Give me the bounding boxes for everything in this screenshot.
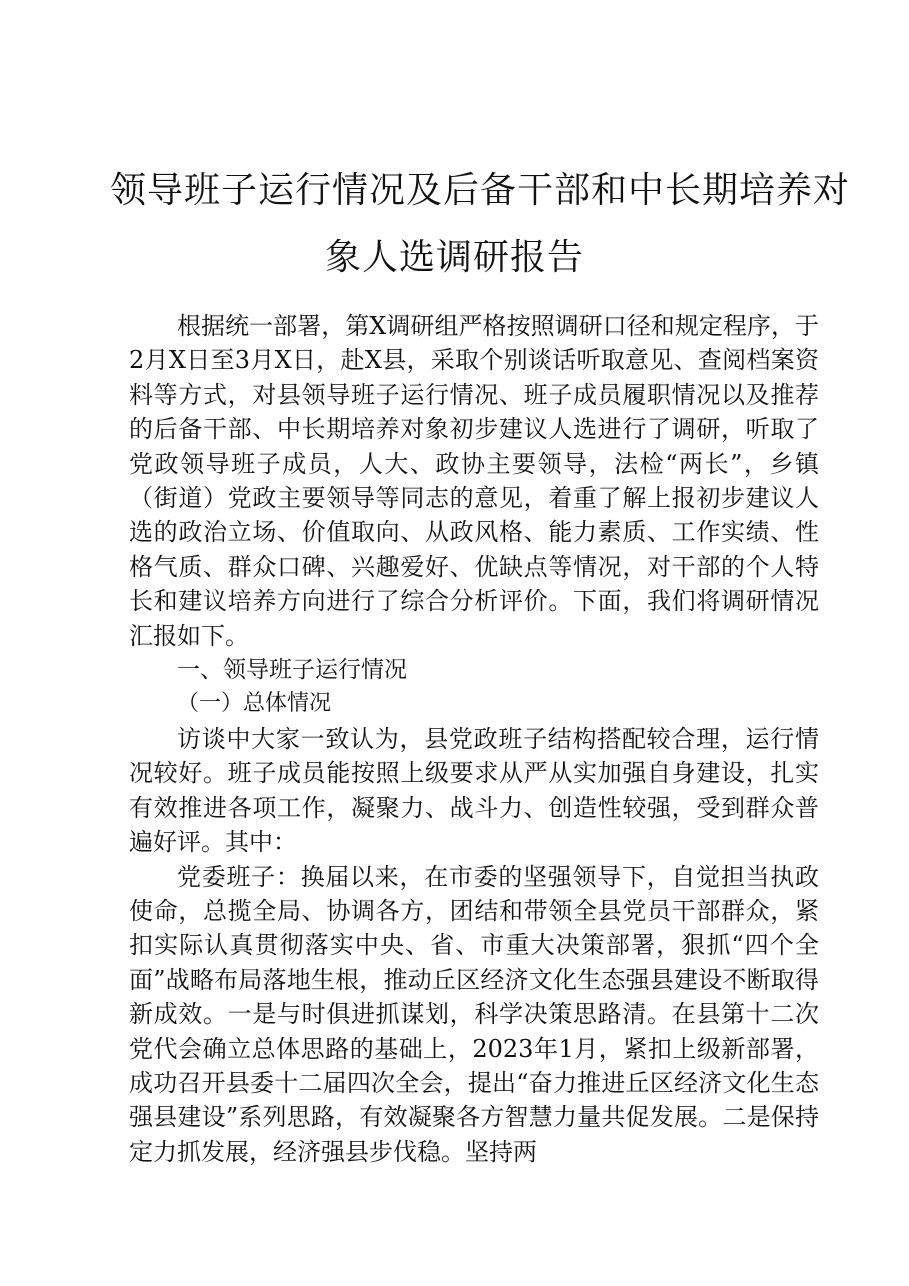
subsection-heading: （一）总体情况 bbox=[177, 691, 332, 717]
intro-paragraph: 根据统一部署，第X调研组严格按照调研口径和规定程序，于2月X日至3月X日，赴X县，采取个别谈话听取意见、查阅档案资料等方式，对县领导班子运行情况、班子成员履职情况以及推荐的后备干部、中长期培养对象初步建议人选进行了调研，听取了党政领导班子成员，人大、政协主要领导，法检“两长”，乡镇（街道）党政主要领导等同志的意见，着重了解上报初步建议人选的政治立场、价值取向、从政风格、能力素质、工作实绩、性格气质、群众口碑、兴趣爱好、优缺点等情况，对干部的个人特长和建议培养方向进行了综合分析评价。下面，我们将调研情况汇报如下。 bbox=[129, 312, 819, 650]
overview-paragraph: 访谈中大家一致认为，县党政班子结构搭配较合理，运行情况较好。班子成员能按照上级要求从严从实加强自身建设，扎实有效推进各项工作，凝聚力、战斗力、创造性较强，受到群众普遍好评。其中： bbox=[129, 724, 819, 857]
document-title-line-1: 领导班子运行情况及后备干部和中长期培养对 bbox=[110, 170, 851, 211]
party-committee-paragraph: 党委班子：换届以来，在市委的坚强领导下，自觉担当执政使命，总揽全局、协调各方，团结和带领全县党员干部群众，紧扣实际认真贯彻落实中央、省、市重大决策部署，狠抓“四个全面”战略布局落地生根，推动丘区经济文化生态强县建设不断取得新成效。一是与时俱进抓谋划，科学决策思路清。在县第十二次党代会确立总体思路的基础上，2023年1月，紧扣上级新部署，成功召开县委十二届四次全会，提出“奋力推进丘区经济文化生态强县建设”系列思路，有效凝聚各方智慧力量共促发展。二是保持定力抓发展，经济强县步伐稳。坚持两 bbox=[129, 862, 819, 1166]
section-heading: 一、领导班子运行情况 bbox=[177, 657, 407, 684]
document-body bbox=[129, 309, 819, 1169]
document-title-line-2: 象人选调研报告 bbox=[324, 237, 584, 278]
